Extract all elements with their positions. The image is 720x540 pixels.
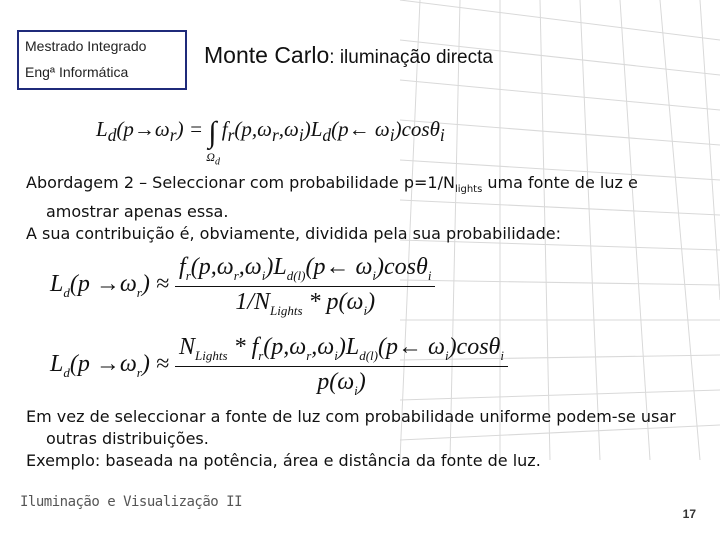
paragraph-example: Exemplo: baseada na potência, área e distância da fonte de luz. [26, 451, 541, 470]
course-line-2: Engª Informática [25, 64, 129, 80]
fraction-estimator-1: $\frac{f_r(p,\omega_r,\omega_i)L_{d(l)}(p\leftarrow \omega_i)\cos\theta_i}{1/N_{Lights} * p(\omega_i)}$ [175, 254, 435, 319]
paragraph-contribution: A sua contribuição é, obviamente, dividida pela sua probabilidade: [26, 224, 562, 244]
fraction-estimator-2: $\frac{N_{Lights} * f_r(p,\omega_r,\omega_i)L_{d(l)}(p\leftarrow \omega_i)\cos\theta_i}{p(\omega_i)}$ [175, 334, 508, 399]
formula-rendering-equation: $L_d(p\to\omega_r)$ = ∫ $\Omega_d$ $f_r(p,\omega_r,\omega_i)L_d(p\leftarrow$ $\omega_i)\cos\theta_i$ [96, 116, 445, 168]
page-number: 17 [682, 507, 696, 521]
course-badge [17, 30, 187, 90]
paragraph-approach-2: Abordagem 2 – Seleccionar com probabilidade $p=1/N_{lights}$ uma fonte de luz e amostrar apenas essa. A sua contribuição é, obviamente, dividida pela sua probabilidade: [26, 173, 638, 244]
formula-estimator-1: $L_d(p \to\omega_r)$ ≈ $\frac{f_r(p,\omega_r,\omega_i)L_{d(l)}(p\leftarrow \omega_i)\cos\theta_i}{1/N_{Lights} * p(\omega_i)}$ [50, 254, 435, 319]
footer-course-name: Iluminação e Visualização II [20, 494, 243, 510]
title-main: Monte Carlo [204, 42, 330, 68]
integral-sign: ∫ $\Omega_d$ [206, 116, 220, 168]
formula-estimator-2: $L_d(p \to\omega_r)$ ≈ $\frac{N_{Lights} * f_r(p,\omega_r,\omega_i)L_{d(l)}(p\leftarrow \omega_i)\cos\theta_i}{p(\omega_i)}$ [50, 334, 508, 399]
paragraph-alternatives: Em vez de seleccionar a fonte de luz com probabilidade uniforme podem-se usar outras distribuições. Exemplo: baseada na potência, área e distância da fonte de luz. [26, 407, 676, 470]
slide-title [204, 42, 493, 69]
course-line-1: Mestrado Integrado [25, 38, 147, 54]
title-subtitle: : iluminação directa [329, 47, 493, 68]
